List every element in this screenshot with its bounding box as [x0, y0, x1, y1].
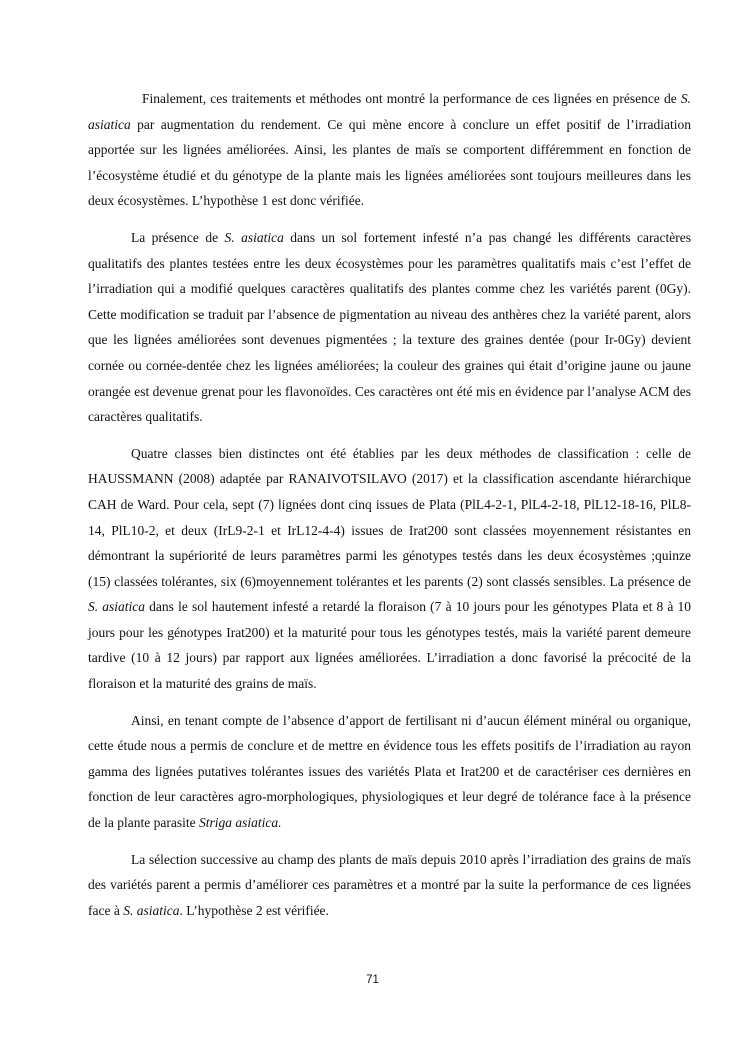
text-run: dans le sol hautement infesté a retardé la floraison (7 à 10 jours pour les génotypes Plata et 8 à 10 jours pour les génotypes Irat200) et la maturité pour tous les génotypes testés, mais la variété parent demeure tardive (10 à 12 jours) par rapport aux lignées améliorées. L’irradiation a donc favorisé la précocité de la floraison et la maturité des grains de maïs.	[88, 599, 692, 692]
text-run: dans un sol fortement infesté n’a pas changé les différents caractères qualitatifs des plantes testées entre les deux écosystèmes pour les paramètres qualitatifs mais c’est l’effet de l’irradiation qui a modifié quelques caractères qualitatifs des plantes comme chez les variétés parent (0Gy). Cette modification se traduit par l’absence de pigmentation au niveau des anthères chez la variété parent, alors que les lignées améliorées sont devenues pigmentées ; la texture des graines dentée (pour Ir-0Gy) devient cornée ou cornée-dentée chez les lignées améliorées; la couleur des graines qui était d’origine jaune ou jaune orangée est devenue grenat pour les flavonoïdes. Ces caractères ont été mis en évidence par l’analyse ACM des caractères qualitatifs.	[88, 229, 691, 425]
text-run: . L’hypothèse 2 est vérifiée.	[179, 902, 329, 918]
species-name: S. asiatica	[88, 91, 691, 132]
body-text	[88, 86, 691, 934]
text-run: Quatre classes bien distinctes ont été établies par les deux méthodes de classification : celle de HAUSSMANN (2008) adaptée par RANAIVOTSILAVO (2017) et la classification ascendante hiérarchique CAH de Ward. Pour cela, sept (7) lignées dont cinq issues de Plata (PlL4-2-1, PlL4-2-18, PlL12-18-16, PlL8-14, PlL10-2, et deux (IrL9-2-1 et IrL12-4-4) issues de Irat200 sont classées moyennement résistantes en démontrant la supériorité de leurs paramètres parmi les génotypes testés dans les deux écosystèmes ;quinze (15) classées tolérantes, six (6)moyennement tolérantes et les parents (2) sont classés sensibles. La présence de	[88, 445, 691, 589]
species-name: S. asiatica	[88, 599, 146, 615]
page-number: 71	[366, 974, 379, 986]
species-name: Striga asiatica.	[198, 815, 282, 831]
text-run: Finalement, ces traitements et méthodes ont montré la performance de ces lignées en présence de	[142, 91, 681, 106]
text-run: La sélection successive au champ des plants de maïs depuis 2010 après l’irradiation des grains de maïs des variétés parent a permis d’améliorer ces paramètres et a montré par la suite la performance de ces lignées face à	[88, 851, 691, 918]
paragraph-conclusion-hypothesis-1	[88, 86, 691, 214]
text-run: La présence de	[131, 229, 225, 245]
paragraph-irradiation-effects	[88, 708, 691, 836]
species-name: S. asiatica	[123, 902, 180, 918]
text-run: par augmentation du rendement. Ce qui mène encore à conclure un effet positif de l’irradiation apportée sur les lignées améliorées. Ainsi, les plantes de maïs se comportent différemment en fonction de l’écosystème étudié et du génotype de la plante mais les lignées améliorées sont toujours meilleures dans les deux écosystèmes. L’hypothèse 1 est donc vérifiée.	[88, 116, 691, 209]
paragraph-conclusion-hypothesis-2	[88, 847, 691, 924]
text-run: Ainsi, en tenant compte de l’absence d’apport de fertilisant ni d’aucun élément minéral ou organique, cette étude nous a permis de conclure et de mettre en évidence tous les effets positifs de l’irradiation au rayon gamma des lignées putatives tolérantes issues des variétés Plata et Irat200 et de caractériser ces dernières en fonction de leur caractères agro-morphologiques, physiologiques et leur degré de tolérance face à la présence de la plante parasite	[88, 712, 691, 831]
species-name: S. asiatica	[224, 229, 284, 245]
paragraph-qualitative-traits	[88, 225, 691, 430]
paragraph-classification	[88, 441, 691, 697]
